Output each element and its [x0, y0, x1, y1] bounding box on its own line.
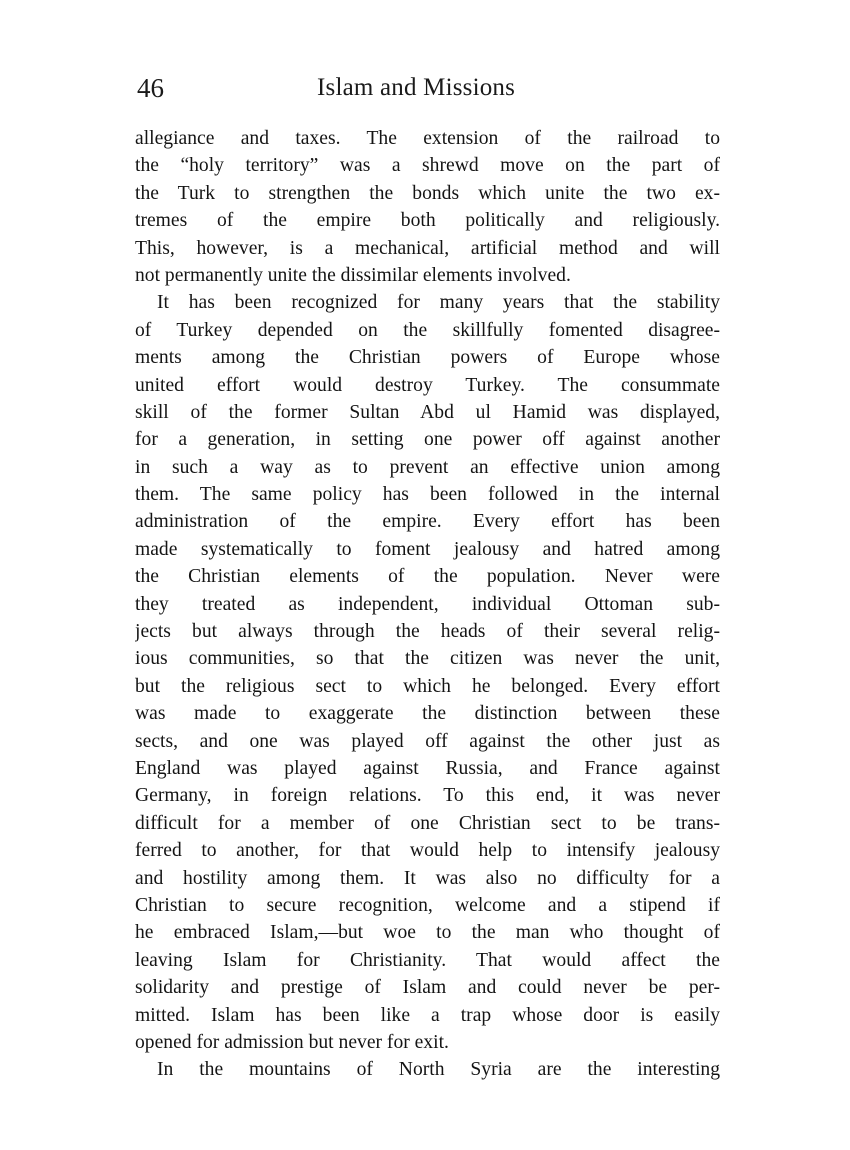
text-line: difficult for a member of one Christian sect to be trans- — [135, 812, 720, 834]
text-line: he embraced Islam,—but woe to the man who thought of — [135, 922, 720, 944]
text-line: tremes of the empire both politically and religiously. — [135, 210, 720, 232]
text-line: ferred to another, for that would help to intensify jealousy — [135, 840, 720, 862]
text-line: skill of the former Sultan Abd ul Hamid was displayed, — [135, 401, 720, 423]
text-line: the “holy territory” was a shrewd move on the part of — [135, 155, 720, 177]
text-line: was made to exaggerate the distinction between these — [135, 703, 720, 725]
text-line: not permanently unite the dissimilar elements involved. — [135, 264, 571, 286]
text-line: of Turkey depended on the skillfully fomented disagree- — [135, 319, 720, 341]
text-line: jects but always through the heads of their several relig- — [135, 621, 720, 643]
text-line: the Christian elements of the population. Never were — [135, 566, 720, 588]
paragraph — [135, 125, 720, 289]
text-line: ious communities, so that the citizen was never the unit, — [135, 648, 720, 670]
text-line: mitted. Islam has been like a trap whose door is easily — [135, 1004, 720, 1026]
text-line: This, however, is a mechanical, artificial method and will — [135, 237, 720, 259]
text-line: but the religious sect to which he belonged. Every effort — [135, 675, 720, 697]
text-line: made systematically to foment jealousy and hatred among — [135, 538, 720, 560]
text-line: Christian to secure recognition, welcome and a stipend if — [135, 894, 720, 916]
paragraph — [135, 289, 720, 1056]
text-line: Germany, in foreign relations. To this end, it was never — [135, 785, 720, 807]
text-line: and hostility among them. It was also no difficulty for a — [135, 867, 720, 889]
text-line: England was played against Russia, and France against — [135, 757, 720, 779]
text-line: In the mountains of North Syria are the interesting — [157, 1059, 720, 1081]
text-line: in such a way as to prevent an effective union among — [135, 456, 720, 478]
body-text — [135, 125, 720, 1084]
text-line: administration of the empire. Every effort has been — [135, 511, 720, 533]
text-line: for a generation, in setting one power off against another — [135, 429, 720, 451]
text-line: solidarity and prestige of Islam and could never be per- — [135, 977, 720, 999]
text-line: united effort would destroy Turkey. The consummate — [135, 374, 720, 396]
text-line: they treated as independent, individual Ottoman sub- — [135, 593, 720, 615]
text-line: allegiance and taxes. The extension of the railroad to — [135, 128, 720, 149]
text-line: leaving Islam for Christianity. That would affect the — [135, 949, 720, 971]
text-line: the Turk to strengthen the bonds which unite the two ex- — [135, 182, 720, 204]
page-number: 46 — [137, 73, 164, 103]
text-line: sects, and one was played off against the other just as — [135, 730, 720, 752]
text-line: opened for admission but never for exit. — [135, 1031, 449, 1053]
paragraph — [135, 1056, 720, 1083]
text-line: ments among the Christian powers of Europe whose — [135, 347, 720, 369]
running-title: Islam and Missions — [317, 74, 516, 101]
text-line: It has been recognized for many years that the stability — [157, 292, 720, 314]
page-header — [137, 70, 727, 110]
text-line: them. The same policy has been followed in the internal — [135, 484, 720, 506]
